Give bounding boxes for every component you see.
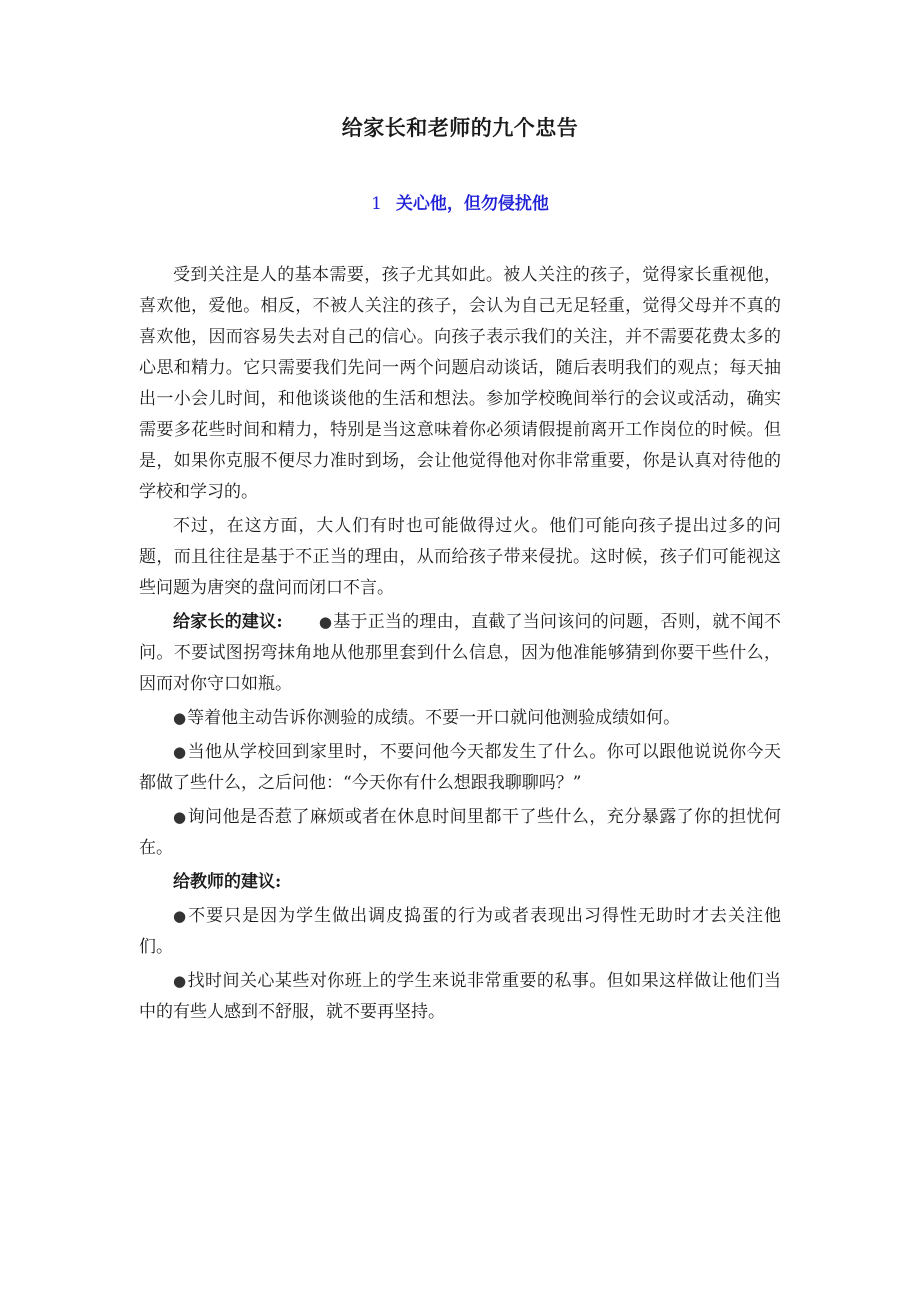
advice-text: 询问他是否惹了麻烦或者在休息时间里都干了些什么，充分暴露了你的担忧何在。 (139, 807, 781, 858)
teachers-advice-item (139, 966, 781, 1028)
parents-advice-item (139, 703, 781, 734)
section-heading-text: 关心他，但勿侵扰他 (395, 194, 549, 214)
parents-advice-label: 给家长的建议: (173, 612, 283, 632)
parents-advice-item (139, 802, 781, 864)
advice-text: 基于正当的理由，直截了当问该问的问题，否则，就不闻不问。不要试图拐弯抹角地从他那里套到什么信息，因为他准能够猜到你要干些什么，因而对你守口如瓶。 (139, 612, 782, 694)
advice-text: 找时间关心某些对你班上的学生来说非常重要的私事。但如果这样做让他们当中的有些人感到不舒服，就不要再坚持。 (139, 971, 781, 1022)
bullet-icon: ● (173, 907, 188, 925)
advice-text: 当他从学校回到家里时，不要问他今天都发生了什么。你可以跟他说说你今天都做了些什么，之后问他：“今天你有什么想跟我聊聊吗？” (139, 742, 781, 793)
advice-text: 等着他主动告诉你测验的成绩。不要一开口就问他测验成绩如何。 (187, 708, 681, 728)
bullet-icon: ● (318, 613, 333, 631)
teachers-advice-label: 给教师的建议: (173, 872, 282, 892)
bullet-icon: ● (173, 709, 187, 727)
bullet-icon: ● (173, 743, 187, 761)
section-heading (0, 190, 920, 218)
paragraph-intro: 受到关注是人的基本需要，孩子尤其如此。被人关注的孩子，觉得家长重视他，喜欢他，爱他。相反，不被人关注的孩子，会认为自己无足轻重，觉得父母并不真的喜欢他，因而容易失去对自己的信心。向孩子表示我们的关注，并不需要花费太多的心思和精力。它只需要我们先问一两个问题启动谈话，随后表明我们的观点；每天抽出一小会儿时间，和他谈谈他的生活和想法。参加学校晚间举行的会议或活动，确实需要多花些时间和精力，特别是当这意味着你必须请假提前离开工作岗位的时候。但是，如果你克服不便尽力准时到场，会让他觉得他对你非常重要，你是认真对待他的学校和学习的。 (139, 265, 781, 502)
document-body (139, 260, 781, 1031)
paragraph-caution: 不过，在这方面，大人们有时也可能做得过火。他们可能向孩子提出过多的问题，而且往往是基于不正当的理由，从而给孩子带来侵扰。这时候，孩子们可能视这些问题为唐突的盘问而闭口不言。 (139, 516, 781, 598)
parents-advice-item (139, 607, 781, 700)
document-title: 给家长和老师的九个忠告 (341, 115, 579, 140)
parents-advice-item (139, 737, 781, 799)
teachers-advice-item (139, 901, 781, 963)
advice-text: 不要只是因为学生做出调皮捣蛋的行为或者表现出习得性无助时才去关注他们。 (139, 906, 782, 957)
bullet-icon: ● (173, 972, 187, 990)
bullet-icon: ● (173, 808, 187, 826)
section-number: 1 (371, 194, 382, 214)
